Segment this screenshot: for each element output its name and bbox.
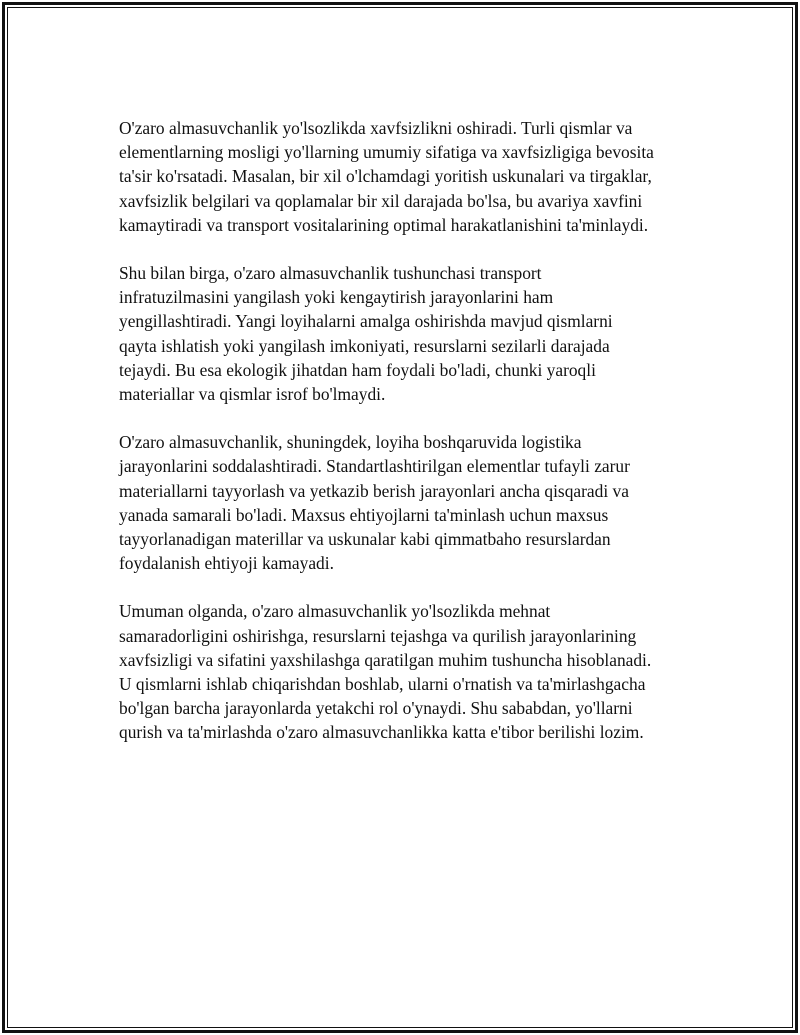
- paragraph-interchangeability-safety: O'zaro almasuvchanlik yo'lsozlikda xavfsizlikni oshiradi. Turli qismlar va elementlarning mosligi yo'llarning umumiy sifatiga va xavfsizligiga bevosita ta'sir ko'rsatadi. Masalan, bir xil o'lchamdagi yoritish uskunalari va tirgaklar, xavfsizlik belgilari va qoplamalar bir xil darajada bo'lsa, bu avariya xavfini kamaytiradi va transport vositalarining optimal harakatlanishini ta'minlaydi.: [119, 118, 654, 235]
- document-body: [119, 116, 699, 769]
- paragraph-conclusion: Umuman olganda, o'zaro almasuvchanlik yo'lsozlikda mehnat samaradorligini oshirishga, resurslarni tejashga va qurilish jarayonlarining xavfsizligi va sifatini yaxshilashga qaratilgan muhim tushuncha hisoblanadi. U qismlarni ishlab chiqarishdan boshlab, ularni o'rnatish va ta'mirlashgacha bo'lgan barcha jarayonlarda yetakchi rol o'ynaydi. Shu sababdan, yo'llarni qurish va ta'mirlashda o'zaro almasuvchanlikka katta e'tibor berilishi lozim.: [119, 601, 652, 743]
- paragraph-infrastructure-renewal: Shu bilan birga, o'zaro almasuvchanlik tushunchasi transport infratuzilmasini yangilash yoki kengaytirish jarayonlarini ham yengillashtiradi. Yangi loyihalarni amalga oshirishda mavjud qismlarni qayta ishlatish yoki yangilash imkoniyati, resurslarni sezilarli darajada tejaydi. Bu esa ekologik jihatdan ham foydali bo'ladi, chunki yaroqli materiallar va qismlar isrof bo'lmaydi.: [119, 263, 613, 405]
- paragraph-logistics: O'zaro almasuvchanlik, shuningdek, loyiha boshqaruvida logistika jarayonlarini soddalashtiradi. Standartlashtirilgan elementlar tufayli zarur materiallarni tayyorlash va yetkazib berish jarayonlari ancha qisqaradi va yanada samarali bo'ladi. Maxsus ehtiyojlarni ta'minlash uchun maxsus tayyorlanadigan materillar va uskunalar kabi qimmatbaho resurslardan foydalanish ehtiyoji kamayadi.: [119, 432, 630, 574]
